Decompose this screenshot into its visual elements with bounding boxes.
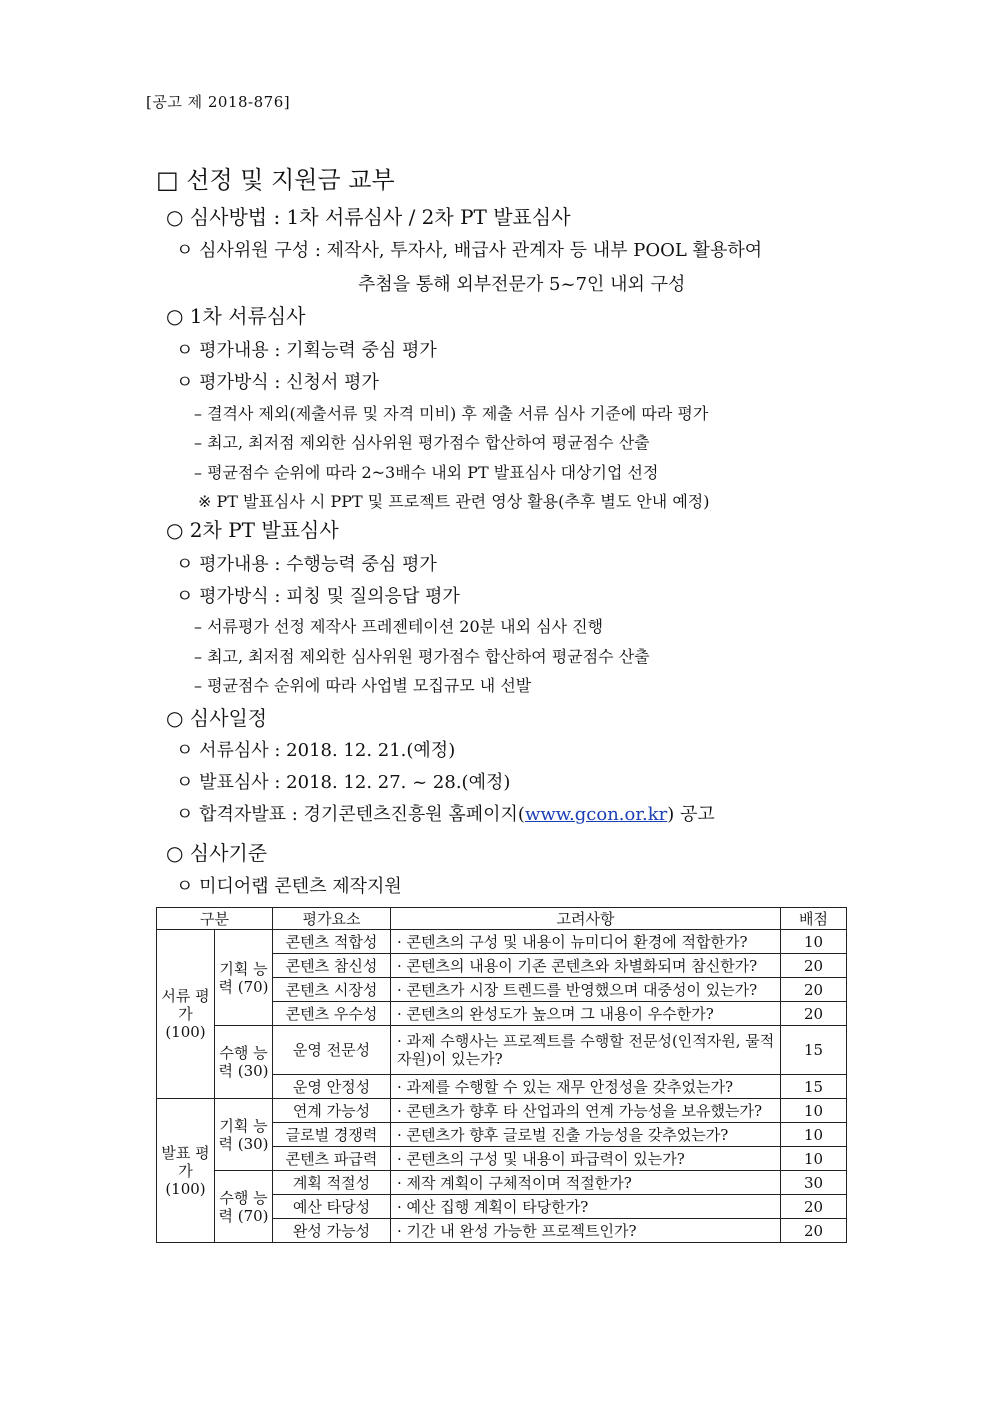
round1-dash-3: – 평균점수 순위에 따라 2~3배수 내외 PT 발표심사 대상기업 선정 (194, 463, 659, 482)
method-heading: ○ 심사방법 : 1차 서류심사 / 2차 PT 발표심사 (166, 205, 571, 229)
eval-score: 30 (781, 1171, 847, 1195)
eval-consider: · 콘텐츠의 완성도가 높으며 그 내용이 우수한가? (391, 1002, 781, 1026)
eval-score: 10 (781, 1147, 847, 1171)
eval-score: 20 (781, 978, 847, 1002)
eval-score: 20 (781, 1219, 847, 1243)
eval-item: 콘텐츠 적합성 (273, 930, 391, 954)
col-header-consider: 고려사항 (391, 908, 781, 930)
eval-score: 15 (781, 1075, 847, 1099)
eval-item: 콘텐츠 파급력 (273, 1147, 391, 1171)
section-title: □ 선정 및 지원금 교부 (156, 166, 395, 194)
table-row (157, 930, 847, 954)
eval-score: 10 (781, 1123, 847, 1147)
col-header-item: 평가요소 (273, 908, 391, 930)
eval-item: 콘텐츠 시장성 (273, 978, 391, 1002)
notice-number: [공고 제 2018-876] (146, 93, 291, 111)
eval-item: 운영 안정성 (273, 1075, 391, 1099)
schedule-pt: ㅇ 발표심사 : 2018. 12. 27. ~ 28.(예정) (176, 772, 511, 793)
round1-content: ㅇ 평가내용 : 기획능력 중심 평가 (176, 340, 437, 361)
table-row (157, 1026, 847, 1075)
round1-dash-2: – 최고, 최저점 제외한 심사위원 평가점수 합산하여 평균점수 산출 (194, 433, 650, 452)
eval-item: 연계 가능성 (273, 1099, 391, 1123)
round2-method: ㅇ 평가방식 : 피칭 및 질의응답 평가 (176, 586, 460, 607)
table-header-row (157, 908, 847, 930)
col-header-category: 구분 (157, 908, 273, 930)
committee-line-1: ㅇ 심사위원 구성 : 제작사, 투자사, 배급사 관계자 등 내부 POOL 활용하여 (176, 240, 763, 261)
eval-item: 콘텐츠 우수성 (273, 1002, 391, 1026)
eval-consider: · 콘텐츠가 향후 타 산업과의 연계 가능성을 보유했는가? (391, 1099, 781, 1123)
eval-consider: · 기간 내 완성 가능한 프로젝트인가? (391, 1219, 781, 1243)
eval-consider: · 콘텐츠가 시장 트렌드를 반영했으며 대중성이 있는가? (391, 978, 781, 1002)
subgroup-doc-plan: 기획 능력 (70) (215, 930, 273, 1026)
group-pt-eval: 발표 평가 (100) (157, 1099, 215, 1243)
eval-item: 콘텐츠 참신성 (273, 954, 391, 978)
eval-consider: · 콘텐츠가 향후 글로벌 진출 가능성을 갖추었는가? (391, 1123, 781, 1147)
schedule-doc: ㅇ 서류심사 : 2018. 12. 21.(예정) (176, 740, 456, 761)
table-row (157, 1099, 847, 1123)
eval-consider: · 제작 계획이 구체적이며 적절한가? (391, 1171, 781, 1195)
eval-score: 20 (781, 1002, 847, 1026)
schedule-heading: ○ 심사일정 (166, 706, 268, 730)
criteria-heading: ○ 심사기준 (166, 841, 268, 865)
eval-item: 예산 타당성 (273, 1195, 391, 1219)
subgroup-pt-exec: 수행 능력 (70) (215, 1171, 273, 1243)
table-row (157, 1171, 847, 1195)
eval-score: 20 (781, 954, 847, 978)
schedule-result-suffix: ) 공고 (667, 804, 715, 825)
eval-item: 운영 전문성 (273, 1026, 391, 1075)
group-doc-eval: 서류 평가 (100) (157, 930, 215, 1099)
criteria-sub: ㅇ 미디어랩 콘텐츠 제작지원 (176, 876, 402, 897)
round1-heading: ○ 1차 서류심사 (166, 304, 306, 328)
eval-score: 15 (781, 1026, 847, 1075)
subgroup-pt-plan: 기획 능력 (30) (215, 1099, 273, 1171)
round1-dash-1: – 결격사 제외(제출서류 및 자격 미비) 후 제출 서류 심사 기준에 따라 평가 (194, 404, 709, 423)
eval-consider: · 콘텐츠의 구성 및 내용이 뉴미디어 환경에 적합한가? (391, 930, 781, 954)
eval-consider: · 콘텐츠의 구성 및 내용이 파급력이 있는가? (391, 1147, 781, 1171)
committee-line-2: 추첨을 통해 외부전문가 5~7인 내외 구성 (358, 274, 686, 295)
round2-content: ㅇ 평가내용 : 수행능력 중심 평가 (176, 554, 437, 575)
homepage-link[interactable]: www.gcon.or.kr (524, 804, 668, 825)
eval-item: 글로벌 경쟁력 (273, 1123, 391, 1147)
round1-note: ※ PT 발표심사 시 PPT 및 프로젝트 관련 영상 활용(추후 별도 안내 예정) (198, 492, 710, 511)
round2-dash-1: – 서류평가 선정 제작사 프레젠테이션 20분 내외 심사 진행 (194, 617, 604, 636)
criteria-table (156, 907, 847, 1243)
eval-score: 10 (781, 930, 847, 954)
eval-score: 20 (781, 1195, 847, 1219)
schedule-result (176, 800, 715, 826)
eval-consider: · 과제 수행사는 프로젝트를 수행할 전문성(인적자원, 물적 자원)이 있는가? (391, 1026, 781, 1075)
col-header-score: 배점 (781, 908, 847, 930)
eval-score: 10 (781, 1099, 847, 1123)
eval-consider: · 예산 집행 계획이 타당한가? (391, 1195, 781, 1219)
subgroup-doc-exec: 수행 능력 (30) (215, 1026, 273, 1099)
round1-method: ㅇ 평가방식 : 신청서 평가 (176, 372, 379, 393)
eval-consider: · 콘텐츠의 내용이 기존 콘텐츠와 차별화되며 참신한가? (391, 954, 781, 978)
eval-item: 계획 적절성 (273, 1171, 391, 1195)
round2-dash-2: – 최고, 최저점 제외한 심사위원 평가점수 합산하여 평균점수 산출 (194, 647, 650, 666)
round2-heading: ○ 2차 PT 발표심사 (166, 518, 339, 542)
eval-item: 완성 가능성 (273, 1219, 391, 1243)
eval-consider: · 과제를 수행할 수 있는 재무 안정성을 갖추었는가? (391, 1075, 781, 1099)
schedule-result-prefix: ㅇ 합격자발표 : 경기콘텐츠진흥원 홈페이지( (176, 804, 525, 825)
round2-dash-3: – 평균점수 순위에 따라 사업별 모집규모 내 선발 (194, 676, 532, 695)
